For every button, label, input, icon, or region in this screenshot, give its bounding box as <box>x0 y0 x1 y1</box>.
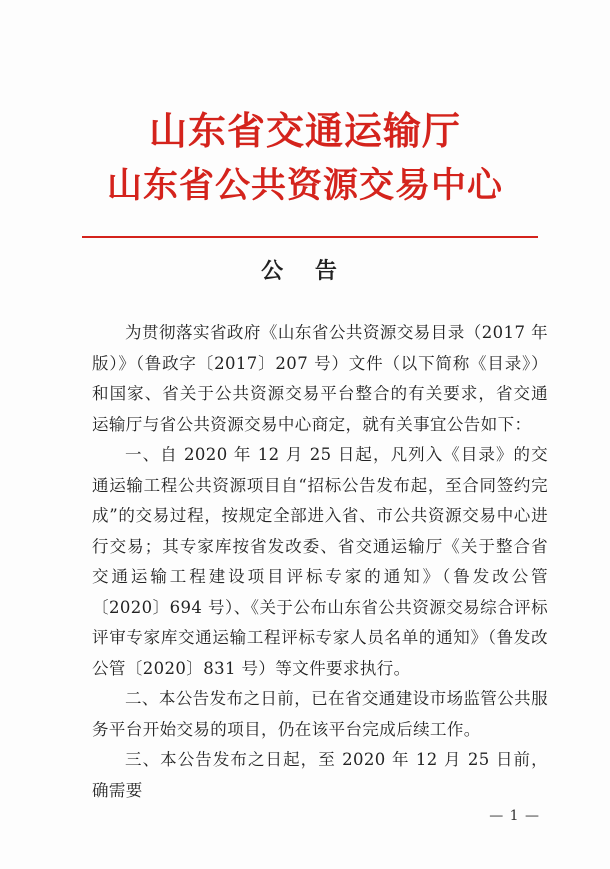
red-header-divider <box>82 236 538 238</box>
paragraph-item-3: 三、本公告发布之日起，至 2020 年 12 月 25 日前，确需要 <box>92 750 548 800</box>
page-number: — 1 — <box>489 808 540 824</box>
issuing-org-line-2: 山东省公共资源交易中心 <box>106 165 503 206</box>
document-title: 公 告 <box>261 258 349 284</box>
issuing-org-line-1: 山东省交通运输厅 <box>148 108 461 153</box>
paragraph-intro: 为贯彻落实省政府《山东省公共资源交易目录（2017 年版）》（鲁政字〔2017〕207 号）文件（以下简称《目录》）和国家、省关于公共资源交易平台整合的有关要求，省交通运输厅与省公共资源交易中心商定，就有关事宜公告如下： <box>92 323 548 434</box>
paragraph-item-2: 二、本公告发布之日前，已在省交通建设市场监管公共服务平台开始交易的项目，仍在该平台完成后续工作。 <box>92 689 548 739</box>
document-body <box>92 318 548 806</box>
paragraph-item-1: 一、自 2020 年 12 月 25 日起，凡列入《目录》的交通运输工程公共资源项目自“招标公告发布起，至合同签约完成”的交易过程，按规定全部进入省、市公共资源交易中心进行交易；其专家库按省发改委、省交通运输厅《关于整合省交通运输工程建设项目评标专家的通知》（鲁发改公管〔2020〕694 号）、《关于公布山东省公共资源交易综合评标评审专家库交通运输工程评标专家人员名单的通知》（鲁发改公管〔2020〕831 号）等文件要求执行。 <box>92 445 548 678</box>
